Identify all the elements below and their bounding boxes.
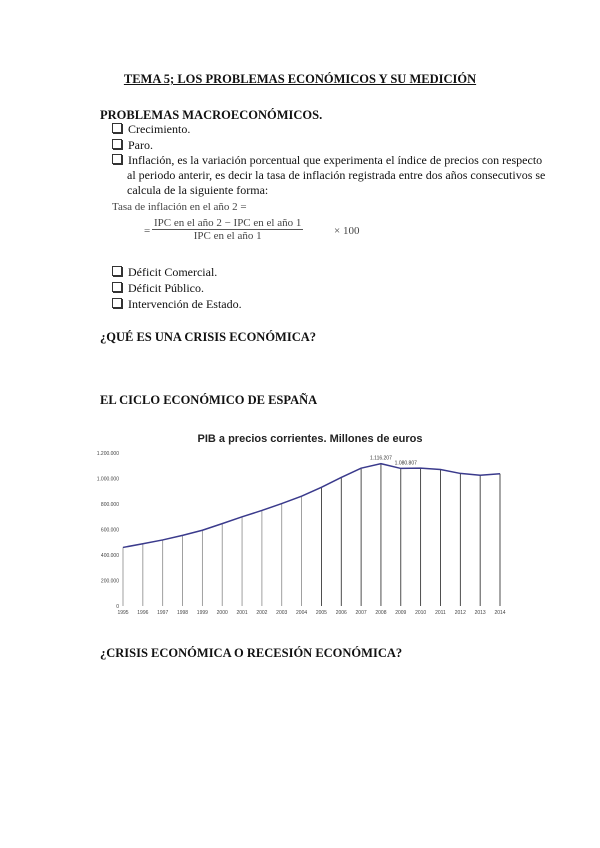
- formula-numerator: IPC en el año 2 − IPC en el año 1: [154, 217, 302, 229]
- chart-title: PIB a precios corrientes. Millones de euros: [197, 433, 423, 445]
- formula-equals: =: [144, 225, 151, 237]
- heading-ciclo: EL CICLO ECONÓMICO DE ESPAÑA: [100, 393, 318, 407]
- x-tick-label: 1997: [157, 610, 169, 616]
- y-tick-label: 1.200.000: [96, 451, 119, 457]
- formula-denominator: IPC en el año 1: [193, 230, 262, 242]
- data-label: 1.116.207: [370, 455, 392, 462]
- list-item: Inflación, es la variación porcentual que experimenta el índice de precios con respecto al periodo anterir, es decir la tasa de inflación registrada entre dos años consecutivos se calcula de la siguiente forma:: [112, 153, 547, 198]
- list-item: Déficit Público.: [112, 281, 532, 296]
- inflation-formula: [112, 201, 370, 259]
- x-tick-label: 2009: [395, 610, 407, 616]
- y-tick-label: 800.000: [100, 502, 119, 508]
- checkbox-bullet-icon: [112, 282, 122, 292]
- heading-recesion: ¿CRISIS ECONÓMICA O RECESIÓN ECONÓMICA?: [100, 646, 403, 660]
- list-item: Déficit Comercial.: [112, 265, 532, 280]
- x-tick-label: 2002: [256, 610, 268, 616]
- y-tick-label: 200.000: [100, 578, 119, 585]
- checkbox-bullet-icon: [112, 266, 122, 276]
- gdp-chart: [80, 425, 520, 625]
- checkbox-bullet-icon: [112, 298, 122, 308]
- formula-line1: Tasa de inflación en el año 2 =: [112, 201, 247, 213]
- x-tick-label: 2003: [276, 610, 288, 616]
- list-item: Crecimiento.: [112, 122, 532, 137]
- list-item: Intervención de Estado.: [112, 297, 532, 312]
- checkbox-bullet-icon: [112, 139, 122, 149]
- y-tick-label: 1.000.000: [96, 476, 119, 483]
- x-tick-label: 2005: [315, 610, 327, 616]
- data-label: 1.080.807: [394, 460, 417, 467]
- x-tick-label: 1998: [176, 610, 189, 616]
- y-tick-label: 400.000: [100, 553, 119, 559]
- x-tick-label: 2011: [435, 610, 446, 616]
- document-title: TEMA 5; LOS PROBLEMAS ECONÓMICOS Y SU MEDICIÓN: [123, 72, 477, 86]
- x-tick-label: 2012: [454, 610, 466, 616]
- heading-crisis: ¿QUÉ ES UNA CRISIS ECONÓMICA?: [100, 330, 317, 344]
- x-tick-label: 2001: [236, 610, 248, 616]
- x-tick-label: 2006: [335, 610, 347, 616]
- x-tick-label: 2000: [216, 610, 228, 616]
- y-tick-label: 600.000: [100, 527, 119, 534]
- x-tick-label: 2013: [474, 610, 486, 616]
- checkbox-bullet-icon: [112, 154, 122, 164]
- x-tick-label: 1999: [196, 610, 208, 616]
- x-tick-label: 1996: [137, 610, 149, 616]
- checkbox-bullet-icon: [112, 123, 122, 133]
- heading-macro: PROBLEMAS MACROECONÓMICOS.: [100, 108, 323, 122]
- x-tick-label: 2010: [415, 610, 427, 616]
- x-tick-label: 2008: [375, 610, 387, 616]
- list-item: Paro.: [112, 138, 532, 153]
- x-tick-label: 2004: [296, 610, 308, 616]
- formula-fraction: [152, 217, 303, 242]
- formula-times: × 100: [334, 225, 360, 237]
- gdp-series-line: [123, 464, 500, 548]
- x-tick-label: 2014: [494, 610, 506, 616]
- x-tick-label: 1995: [117, 610, 129, 616]
- y-tick-label: 0: [116, 604, 119, 610]
- x-tick-label: 2007: [355, 610, 367, 616]
